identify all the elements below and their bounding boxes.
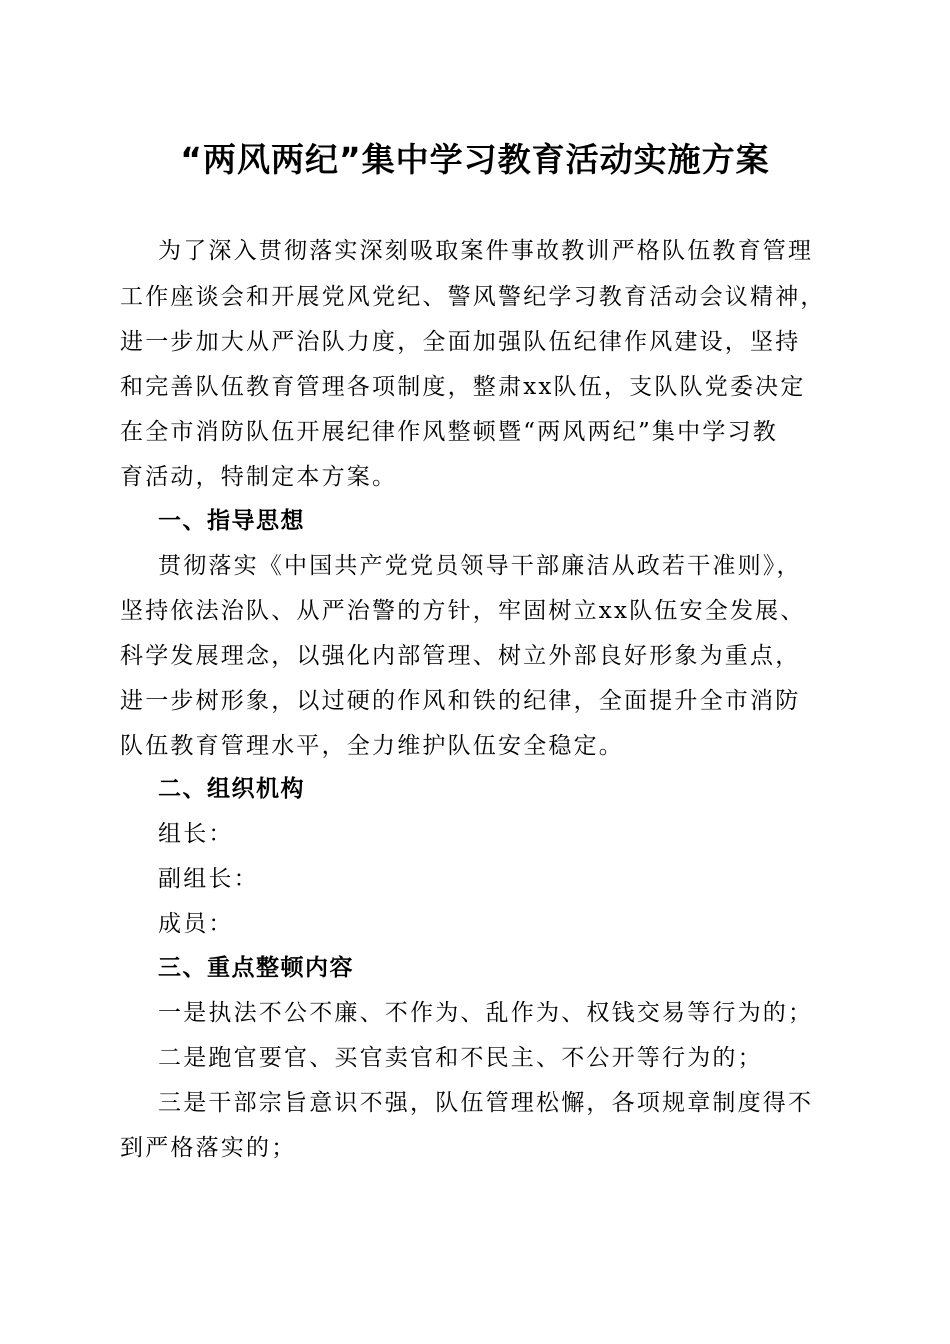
rectification-item-1: 一是执法不公不廉、不作为、乱作为、权钱交易等行为的；	[158, 1000, 814, 1026]
intro-line-6: 育活动，特制定本方案。	[120, 464, 398, 490]
rectification-item-3-line-2: 到严格落实的；	[120, 1135, 297, 1161]
org-deputy-leader: 副组长：	[158, 866, 259, 892]
intro-line-4: 和完善队伍教育管理各项制度，整肃xx队伍，支队队党委决定	[120, 374, 806, 400]
intro-line-5: 在全市消防队伍开展纪律作风整顿暨“两风两纪”集中学习教	[120, 419, 778, 445]
intro-line-3: 进一步加大从严治队力度，全面加强队伍纪律作风建设，坚持	[120, 329, 801, 355]
rectification-item-2: 二是跑官要官、买官卖官和不民主、不公开等行为的；	[158, 1045, 763, 1071]
org-members: 成员：	[158, 911, 234, 937]
section1-line-2: 坚持依法治队、从严治警的方针，牢固树立xx队伍安全发展、	[120, 598, 806, 624]
section-heading-key-rectification: 三、重点整顿内容	[158, 955, 354, 981]
rectification-item-3-line-1: 三是干部宗旨意识不强，队伍管理松懈，各项规章制度得不	[158, 1090, 814, 1116]
section1-line-4: 进一步树形象，以过硬的作风和铁的纪律，全面提升全市消防	[120, 688, 801, 714]
intro-line-2: 工作座谈会和开展党风党纪、警风警纪学习教育活动会议精神，	[120, 284, 826, 310]
section-heading-organization: 二、组织机构	[158, 776, 305, 802]
section1-line-3: 科学发展理念，以强化内部管理、树立外部良好形象为重点，	[120, 643, 801, 669]
intro-line-1: 为了深入贯彻落实深刻吸取案件事故教训严格队伍教育管理	[158, 238, 814, 264]
document-title: “两风两纪”集中学习教育活动实施方案	[180, 140, 770, 179]
section1-line-5: 队伍教育管理水平，全力维护队伍安全稳定。	[120, 733, 624, 759]
org-leader: 组长：	[158, 821, 234, 847]
section-heading-guiding-thought: 一、指导思想	[158, 508, 305, 534]
section1-line-1: 贯彻落实《中国共产党党员领导干部廉洁从政若干准则》，	[158, 553, 802, 579]
